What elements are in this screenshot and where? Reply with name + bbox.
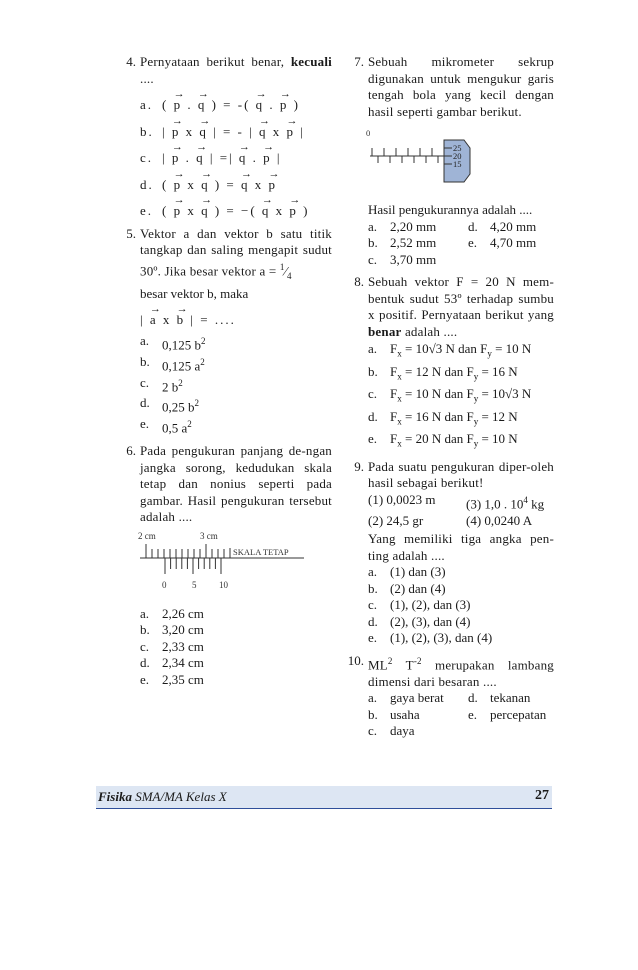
option-letter: c. — [140, 150, 154, 165]
question-6 — [112, 443, 332, 688]
option-letter: b. — [368, 363, 378, 379]
question-4 — [112, 54, 332, 220]
option-row — [368, 581, 554, 598]
option-text: 0,125 a — [162, 358, 201, 374]
subscript: y — [473, 438, 479, 449]
option-letter: c. — [140, 374, 150, 390]
option-row — [140, 375, 332, 396]
option-text: 3,70 mm — [390, 251, 437, 267]
option-text: 2,26 cm — [162, 605, 204, 621]
label-3cm: 3 cm — [200, 530, 218, 541]
subscript: x — [397, 393, 402, 404]
vector-symbol: → q — [199, 124, 208, 141]
operator: | = - | — [213, 123, 254, 139]
option-text: = 16 N — [478, 363, 518, 379]
vector-symbol: → p — [174, 203, 183, 220]
operator: | — [162, 150, 167, 165]
operator: ) = −( — [214, 203, 257, 218]
question-number: 4. — [126, 54, 136, 69]
option-text: usaha — [390, 706, 420, 722]
option-row — [368, 219, 554, 236]
vernier-label-0: 0 — [162, 579, 167, 590]
option-cell — [368, 690, 468, 707]
option-exponent: 2 — [200, 356, 205, 367]
option-letter: e. — [140, 203, 154, 218]
question-8-options — [368, 340, 554, 453]
option-text: tekanan — [490, 690, 531, 706]
fixed-scale-label: SKALA TETAP — [233, 546, 289, 557]
question-text: Pada suatu pengukuran diper-oleh hasil sebagai berikut! — [368, 458, 554, 491]
option-cell — [368, 219, 468, 236]
option-row — [140, 395, 332, 416]
option-letter: b. — [140, 622, 150, 638]
option-text: = 10 N — [478, 431, 518, 447]
option-row — [140, 177, 332, 194]
option-letter: e. — [368, 630, 378, 646]
question-6-options — [140, 606, 332, 689]
vector-symbol: → q — [196, 150, 205, 167]
option-text: 0,5 a — [162, 420, 188, 436]
question-text: $ML^2$ $T^{-2}$ merupakan lambang dimensi dari besaran .... — [368, 655, 555, 689]
force-symbol: F — [390, 341, 398, 356]
option-text: = 12 N — [478, 408, 518, 424]
option-letter: c. — [368, 386, 378, 402]
option-text: = 10√3 N — [478, 386, 532, 402]
question-10-options — [368, 690, 554, 740]
question-text-2: besar vektor b, maka — [140, 285, 249, 301]
option-row — [140, 639, 332, 656]
option-row — [140, 203, 332, 220]
option-row — [368, 723, 554, 740]
option-row — [368, 614, 554, 631]
option-text: 0,25 b — [162, 399, 195, 415]
option-text: 4,20 mm — [490, 218, 537, 234]
option-letter: a. — [368, 564, 378, 580]
option-text: 2,35 cm — [162, 671, 204, 687]
option-cell — [368, 252, 468, 269]
vector-symbol: → q — [239, 150, 248, 167]
option-row — [140, 124, 332, 141]
option-letter: d. — [468, 690, 478, 706]
option-row — [368, 340, 554, 363]
option-exponent: 2 — [178, 377, 183, 388]
question-10 — [340, 653, 554, 740]
page-footer — [96, 786, 552, 809]
question-text-2: Yang memiliki tiga angka pen-ting adalah .... — [368, 531, 554, 563]
measurements-row-1: (1) 0,0023 m (3) 1,0 . $10^4$ kg — [368, 491, 545, 512]
operator: ) = -( — [211, 97, 251, 112]
subscript: y — [473, 393, 479, 404]
vector-symbol: → p — [263, 150, 272, 167]
option-text: daya — [390, 723, 415, 739]
subscript: y — [487, 348, 492, 359]
option-text: (1), (2), (3), dan (4) — [390, 630, 493, 646]
option-cell — [368, 235, 468, 252]
operator: ( — [162, 97, 169, 112]
option-row — [368, 690, 554, 707]
operator: . — [269, 97, 275, 112]
option-letter: d. — [140, 176, 154, 192]
option-cell — [468, 252, 554, 269]
option-letter: d. — [368, 613, 378, 629]
option-row — [368, 707, 554, 724]
option-row — [368, 630, 554, 647]
option-text: (1), (2), dan (3) — [390, 597, 471, 613]
question-7 — [340, 54, 554, 268]
option-text: 3,20 cm — [162, 622, 204, 638]
operator: ) = — [214, 176, 236, 192]
question-text: Sebuah vektor F = 20 N mem-bentuk sudut 53º terhadap sumbu x positif. Pernyataan berikut yang benar adalah .... — [368, 274, 554, 339]
force-symbol: F — [390, 408, 398, 424]
option-letter: c. — [368, 597, 378, 613]
option-letter: c. — [368, 251, 378, 267]
vector-expression: | → a x → b | = .... — [140, 312, 332, 329]
option-row — [368, 597, 554, 614]
option-exponent: 2 — [187, 419, 192, 430]
vernier-label-5: 5 — [192, 579, 197, 590]
subscript: x — [397, 348, 402, 359]
operator: x — [187, 176, 196, 192]
option-letter: b. — [140, 353, 150, 369]
option-row — [140, 333, 332, 354]
operator: ( — [162, 176, 169, 192]
question-number: 8. — [354, 274, 364, 289]
label-2cm: 2 cm — [138, 530, 156, 541]
subscript: x — [397, 371, 402, 382]
question-text: Sebuah mikrometer sekrup digunakan untuk mengukur garis tengah bola yang kecil dengan hasil seperti gambar berikut. — [368, 54, 554, 119]
question-number: 9. — [354, 458, 364, 474]
option-row — [140, 672, 332, 689]
vector-symbol: → p — [172, 124, 181, 141]
operator: ) — [293, 97, 301, 112]
option-row — [140, 655, 332, 672]
right-column — [340, 54, 554, 746]
main-scale-ticks — [146, 544, 230, 558]
operator: x — [275, 203, 285, 218]
vernier-caliper-figure — [136, 528, 326, 594]
vector-symbol: → p — [172, 150, 181, 167]
option-row — [368, 252, 554, 269]
option-letter: b. — [140, 123, 154, 139]
option-row — [140, 354, 332, 375]
option-text: 2,20 mm — [390, 218, 437, 234]
vector-symbol: → q — [241, 177, 250, 194]
subscript: y — [473, 371, 479, 382]
option-text: percepatan — [490, 706, 547, 722]
thimble-label-15: 15 — [453, 159, 462, 169]
operator: . — [185, 150, 191, 165]
option-text: 0,125 b — [162, 337, 201, 353]
option-text: 2,52 mm — [390, 235, 437, 250]
vector-symbol: → q — [259, 124, 268, 141]
option-row — [368, 430, 554, 453]
operator: | — [162, 123, 167, 139]
vector-symbol: → q — [198, 97, 207, 114]
option-text: = 10 N dan F — [401, 386, 474, 402]
option-text: = 10√3 N dan F — [401, 341, 488, 356]
question-text: Pada pengukuran panjang de-ngan jangka sorong, kedudukan skala tetap dan nonius seperti pada gambar. Hasil pengukuran tersebut adalah .... — [140, 443, 332, 525]
option-row — [140, 416, 332, 437]
force-symbol: F — [390, 386, 398, 402]
vernier-scale-ticks — [165, 558, 221, 574]
book-title: Fisika SMA/MA Kelas X — [98, 789, 227, 804]
vector-symbol: → p — [174, 177, 183, 194]
option-cell — [368, 707, 468, 724]
option-row — [368, 564, 554, 581]
operator: | — [300, 123, 305, 139]
option-cell — [468, 690, 554, 707]
option-cell — [468, 723, 554, 740]
option-text: (1) dan (3) — [390, 564, 446, 580]
option-text: = 10 N — [491, 341, 532, 356]
vector-symbol: → p — [280, 97, 289, 114]
option-letter: a. — [368, 218, 378, 234]
vector-symbol: → q — [201, 203, 210, 220]
option-text: = 16 N dan F — [401, 408, 474, 424]
emphasis-kecuali: kecuali — [290, 54, 332, 69]
question-5-options — [140, 333, 332, 437]
option-row — [368, 385, 554, 408]
option-row — [368, 363, 554, 386]
option-letter: b. — [368, 580, 378, 596]
option-exponent: 2 — [194, 398, 199, 409]
option-letter: a. — [140, 332, 150, 348]
question-9-options — [368, 564, 554, 647]
option-letter: c. — [140, 638, 150, 654]
option-cell — [468, 235, 554, 252]
operator: | =| — [209, 150, 234, 165]
vernier-label-10: 10 — [219, 579, 228, 590]
operator: x — [272, 123, 282, 139]
option-exponent: 2 — [201, 335, 206, 346]
option-text: (2) dan (4) — [390, 580, 446, 596]
option-letter: e. — [468, 706, 478, 722]
vector-symbol: → q — [201, 177, 210, 194]
vector-symbol: → q — [262, 203, 271, 220]
operator: ( — [162, 203, 169, 218]
option-cell — [368, 723, 468, 740]
question-number: 10. — [347, 652, 364, 668]
micrometer-figure — [362, 126, 482, 198]
option-text: 2,34 cm — [162, 655, 204, 671]
option-text: (2), (3), dan (4) — [390, 613, 471, 629]
question-5 — [112, 226, 332, 438]
vector-symbol: → q — [256, 97, 265, 114]
operator: ) — [303, 203, 310, 218]
question-9 — [340, 459, 554, 647]
subscript: x — [397, 438, 402, 449]
option-text: 2 b — [162, 378, 179, 394]
thimble-label-25: 25 — [453, 143, 462, 153]
option-row — [140, 150, 332, 167]
question-text: Pernyataan berikut benar, kecuali .... — [140, 54, 332, 86]
option-row — [140, 97, 332, 114]
operator: x — [187, 203, 196, 218]
measurements-row-2: (2) 24,5 gr (4) 0,0240 A — [368, 512, 533, 528]
option-letter: d. — [140, 395, 150, 411]
subscript: x — [397, 416, 402, 427]
option-cell — [468, 707, 554, 724]
option-letter: e. — [468, 235, 478, 250]
question-number: 7. — [354, 54, 364, 69]
question-7-options — [368, 219, 554, 269]
option-letter: b. — [368, 706, 378, 722]
vector-symbol: → p — [174, 97, 183, 114]
option-text: 2,33 cm — [162, 638, 204, 654]
operator: . — [252, 150, 258, 165]
option-row — [140, 622, 332, 639]
question-number: 6. — [126, 443, 136, 459]
question-7-after: Hasil pengukurannya adalah .... — [368, 202, 533, 217]
operator: x — [254, 176, 264, 192]
option-text: gaya berat — [390, 690, 444, 706]
vector-symbol: → p — [286, 124, 295, 141]
option-letter: e. — [140, 416, 150, 432]
vector-symbol: → p — [289, 203, 298, 220]
question-text: Vektor a dan vektor b satu titik tangkap dan saling mengapit sudut 30º. Jika besar vektor $a = ^1⁄_4$ — [140, 225, 332, 281]
subscript: y — [473, 416, 479, 427]
emphasis-benar: benar — [368, 323, 402, 339]
option-letter: d. — [140, 655, 150, 671]
option-letter: a. — [368, 690, 378, 706]
thimble-label-20: 20 — [453, 151, 462, 161]
option-letter: a. — [140, 605, 150, 621]
option-letter: a. — [140, 97, 154, 112]
option-row — [368, 408, 554, 431]
option-letter: e. — [368, 431, 378, 447]
option-letter: d. — [368, 408, 378, 424]
option-letter: c. — [368, 723, 378, 739]
option-letter: d. — [468, 218, 478, 234]
vector-symbol: → p — [269, 177, 278, 194]
option-cell — [468, 219, 554, 236]
sleeve-zero-label: 0 — [366, 128, 371, 138]
force-symbol: F — [390, 363, 398, 379]
option-letter: b. — [368, 235, 378, 250]
option-letter: e. — [140, 671, 150, 687]
question-4-options — [140, 97, 332, 220]
operator: x — [185, 123, 195, 139]
page-number: 27 — [535, 788, 549, 803]
option-letter: a. — [368, 341, 378, 356]
option-text: 4,70 mm — [490, 235, 537, 250]
force-symbol: F — [390, 431, 398, 447]
operator: | — [276, 150, 282, 165]
question-8 — [340, 274, 554, 453]
operator: . — [187, 97, 193, 112]
left-column — [112, 54, 332, 694]
option-row — [368, 235, 554, 252]
option-row — [140, 606, 332, 623]
option-text: = 12 N dan F — [401, 363, 474, 379]
option-text: = 20 N dan F — [401, 431, 474, 447]
question-number: 5. — [126, 225, 136, 241]
